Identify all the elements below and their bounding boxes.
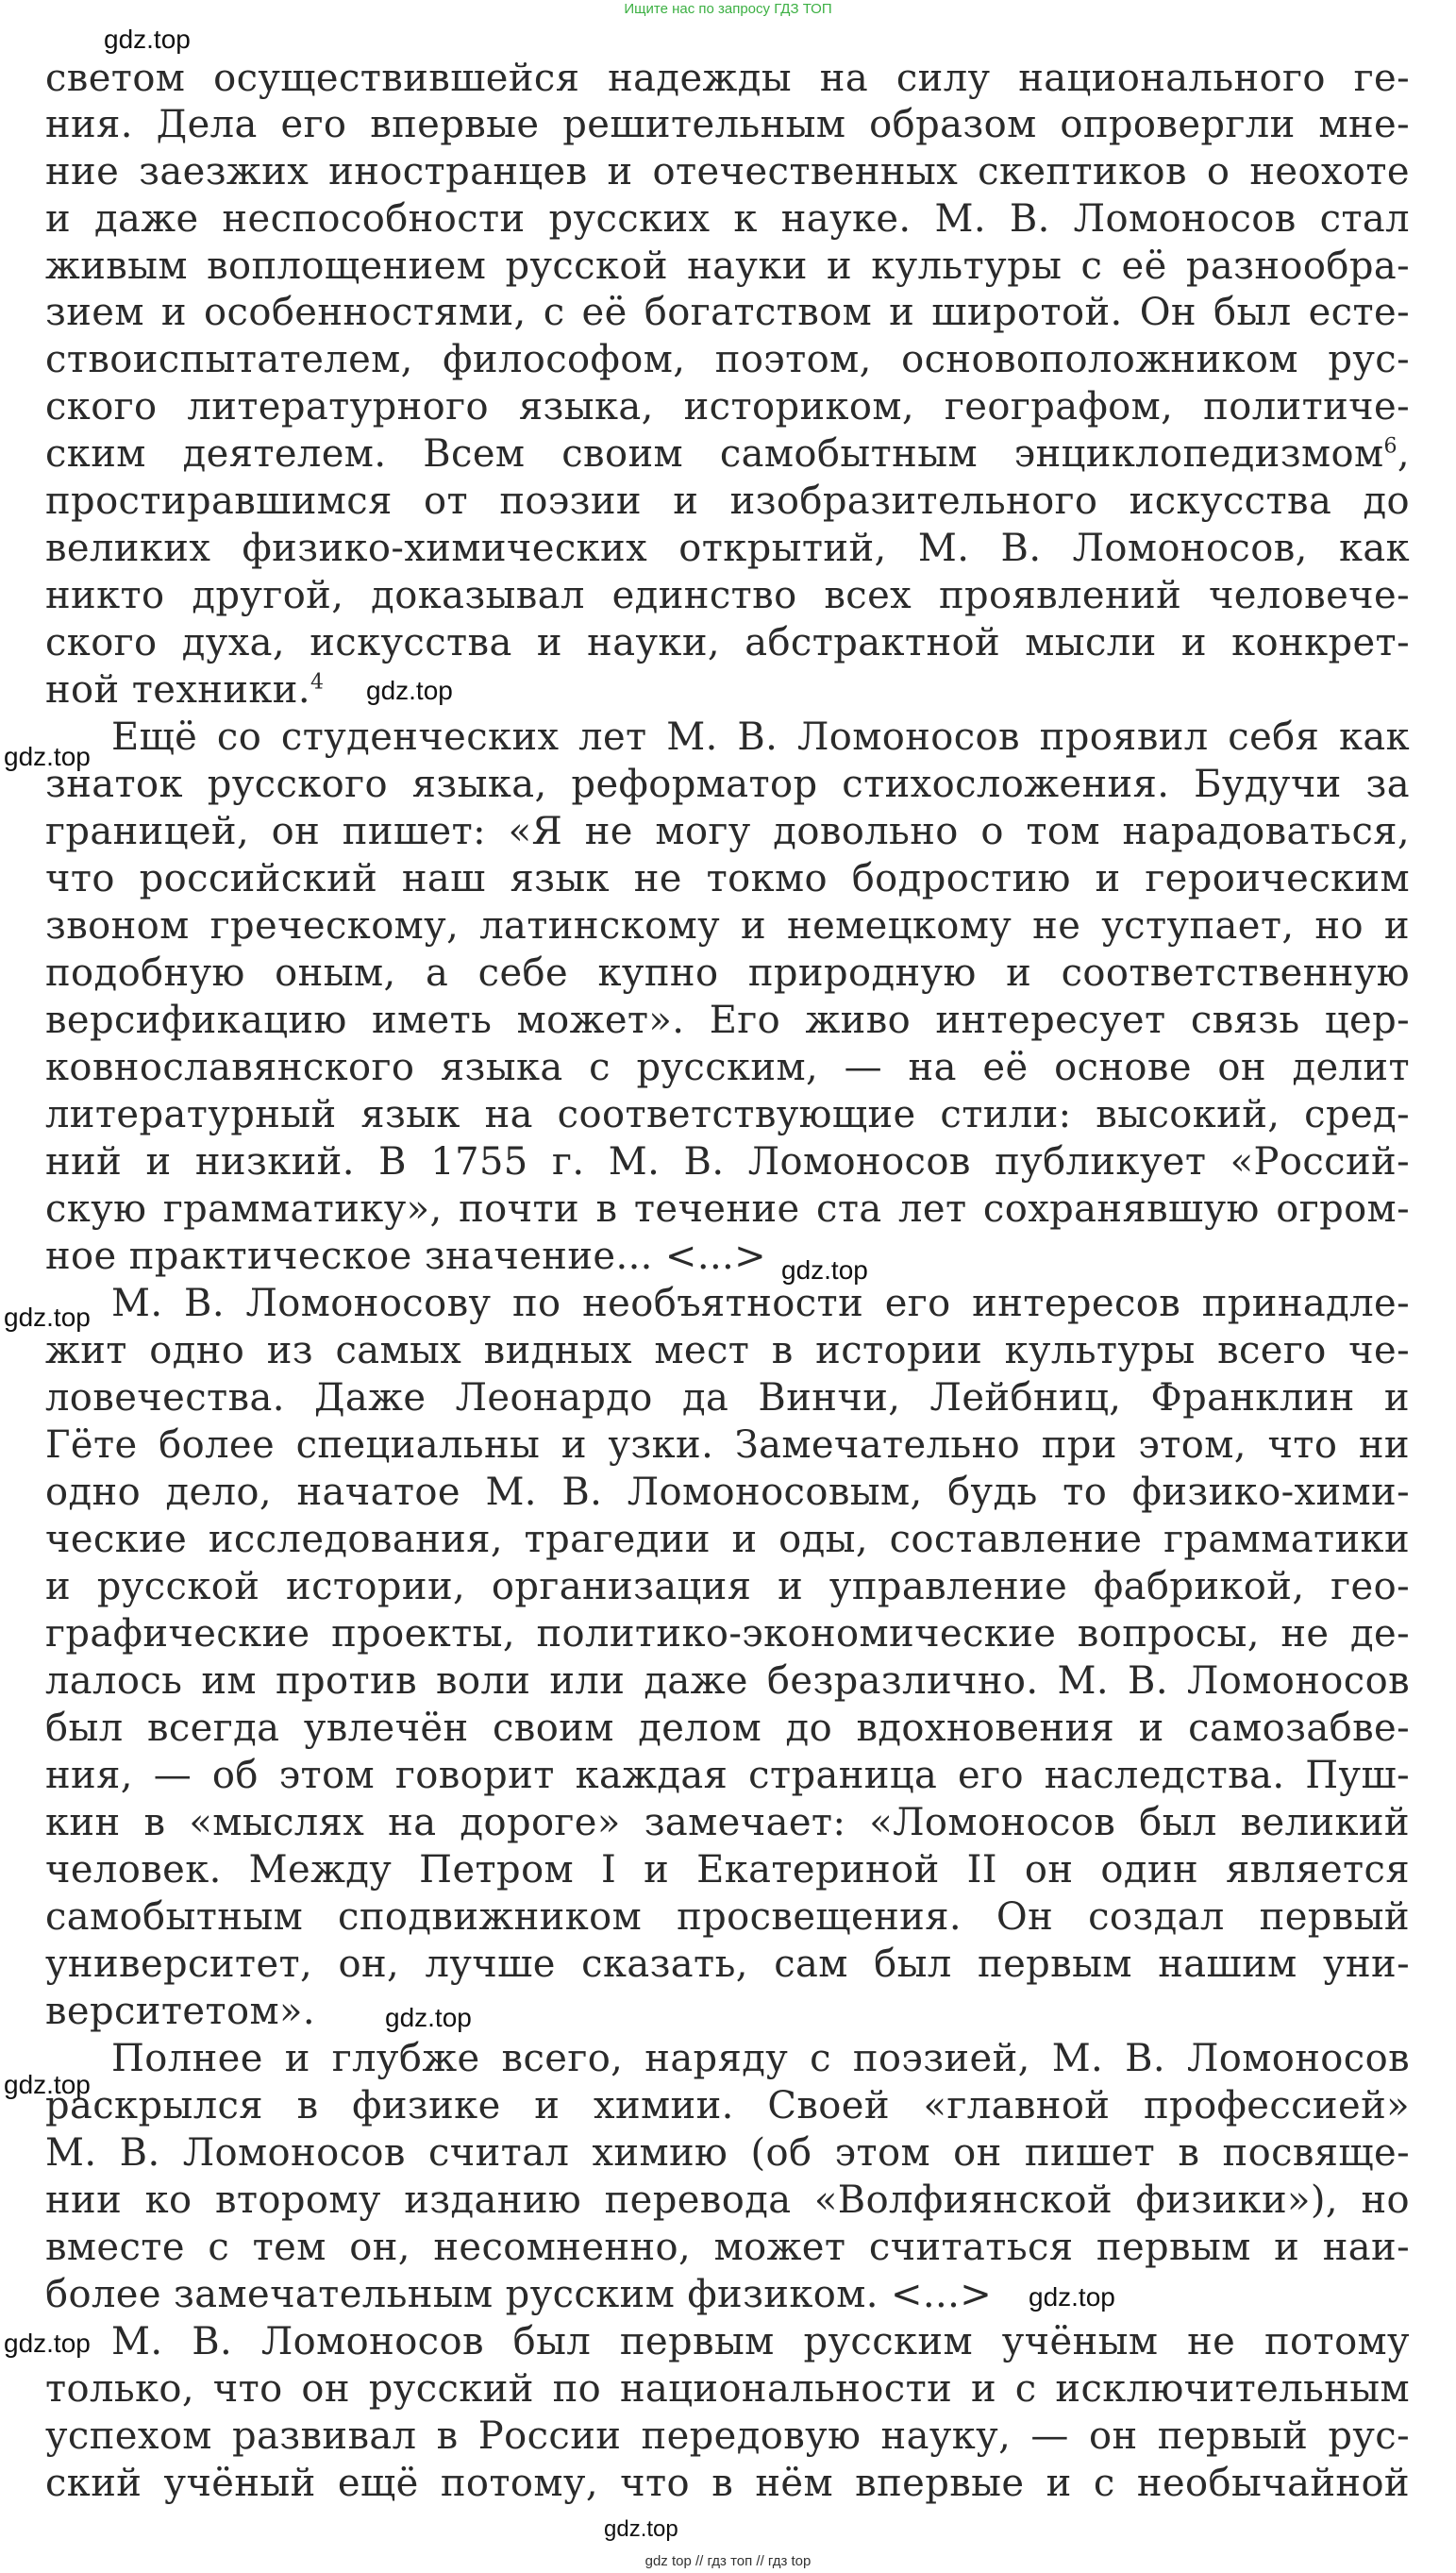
text-line: М. В. Ломоносов был первым русским учёным не потому — [111, 2320, 1410, 2363]
text-line: университет, он, лучше сказать, сам был первым нашим уни- — [45, 1942, 1410, 1986]
text-line: верситетом». — [45, 1990, 315, 2033]
text-line: вместе с тем он, несомненно, может считаться первым и наи- — [45, 2226, 1410, 2269]
text-line: М. В. Ломоносов считал химию (об этом он пишет в посвяще- — [45, 2131, 1410, 2175]
text-line: и даже неспособности русских к науке. М. В. Ломоносов стал — [45, 197, 1410, 241]
text-line: ное практическое значение... <...> — [45, 1235, 767, 1278]
text-line: одно дело, начатое М. В. Ломоносовым, будь то физико-хими- — [45, 1471, 1410, 1514]
text-line: М. В. Ломоносову по необъятности его интересов принадле- — [111, 1282, 1410, 1325]
watermark-4: gdz.top — [781, 1255, 868, 1285]
text-line: ковнославянского языка с русским, — на её основе он делит — [45, 1046, 1410, 1089]
text-line: подобную оным, а себе купно природную и соответственную — [45, 951, 1410, 995]
watermark-3: gdz.top — [4, 742, 91, 771]
text-line: лалось им против воли или даже безразлично. М. В. Ломоносов — [45, 1659, 1410, 1703]
text-line: самобытным сподвижником просвещения. Он создал первый — [45, 1895, 1410, 1939]
watermark-1: gdz.top — [104, 25, 191, 54]
text-line: кин в «мыслях на дороге» замечает: «Ломоносов был великий — [45, 1801, 1410, 1844]
text-line: что российский наш язык не токмо бодростию и героическим — [45, 857, 1410, 900]
text-line: версификацию иметь может». Его живо интересует связь цер- — [45, 999, 1410, 1042]
text-line: жит одно из самых видных мест в истории культуры всего че- — [45, 1329, 1410, 1372]
text-line: ловечества. Даже Леонардо да Винчи, Лейбниц, Франклин и — [45, 1376, 1410, 1420]
text-line: никто другой, доказывал единство всех проявлений человече- — [45, 574, 1410, 617]
footnote-6: 6 — [1383, 434, 1397, 459]
text-line: ческие исследования, трагедии и оды, составление грамматики — [45, 1518, 1410, 1561]
text-line: успехом развивал в России передовую науку, — он первый рус- — [45, 2414, 1410, 2458]
text-line: ский учёный ещё потому, что в нём впервые и с необычайной — [45, 2462, 1410, 2505]
watermark-5: gdz.top — [4, 1303, 91, 1332]
text-line: ского духа, искусства и науки, абстрактной мысли и конкрет- — [45, 621, 1410, 664]
text-line: Ещё со студенческих лет М. В. Ломоносов проявил себя как — [111, 715, 1410, 759]
text-line: ние заезжих иностранцев и отечественных скептиков о неохоте — [45, 150, 1410, 193]
text-line: звоном греческому, латинскому и немецкому не уступает, но и — [45, 904, 1410, 948]
bottom-bar[interactable]: gdz top // гдз топ // гдз top — [644, 2553, 812, 2569]
text-line: границей, он пишет: «Я не могу довольно о том нарадоваться, — [45, 810, 1410, 853]
text-line: ной техники.$^4$ — [45, 668, 325, 712]
text-line: Полнее и глубже всего, наряду с поэзией, М. В. Ломоносов — [111, 2037, 1410, 2080]
text-line: простиравшимся от поэзии и изобразительного искусства до — [45, 479, 1410, 523]
text-line: живым воплощением русской науки и культуры с её разнообра- — [45, 244, 1410, 288]
text-line: ствоиспытателем, философом, поэтом, основоположником рус- — [45, 338, 1410, 381]
text-line: был всегда увлечён своим делом до вдохновения и самозабве- — [45, 1707, 1410, 1750]
text-line: только, что он русский по национальности и с исключительным — [45, 2367, 1410, 2411]
text-line: ского литературного языка, историком, географом, политиче- — [45, 385, 1410, 429]
text-line: Гёте более специальны и узки. Замечательно при этом, что ни — [45, 1423, 1410, 1467]
text-line: раскрылся в физике и химии. Своей «главной профессией» — [45, 2084, 1410, 2127]
text-line: графические проекты, политико-экономические вопросы, не де- — [45, 1612, 1410, 1656]
watermark-8: gdz.top — [1029, 2282, 1115, 2312]
text-line: литературный язык на соответствующие стили: высокий, сред- — [45, 1093, 1410, 1136]
text-line: скую грамматику», почти в течение ста лет сохранявшую огром- — [45, 1187, 1410, 1231]
text-line: зием и особенностями, с её богатством и широтой. Он был есте- — [45, 291, 1410, 334]
text-line: и русской истории, организация и управление фабрикой, гео- — [45, 1565, 1410, 1608]
text-line: великих физико-химических открытий, М. В. Ломоносов, как — [45, 527, 1410, 570]
top-banner[interactable]: Ищите нас по запросу ГДЗ ТОП — [624, 1, 832, 17]
text-line: ния, — об этом говорит каждая страница его наследства. Пуш- — [45, 1754, 1410, 1797]
text-line: ния. Дела его впервые решительным образом опровергли мне- — [45, 103, 1410, 146]
watermark-10: gdz.top — [604, 2516, 678, 2542]
watermark-2: gdz.top — [366, 676, 453, 705]
text-line: ний и низкий. В 1755 г. М. В. Ломоносов публикует «Россий- — [45, 1140, 1410, 1184]
text-line: ским деятелем. Всем своим самобытным энциклопедизмом$^6$, — [45, 432, 1410, 476]
text-line: светом осуществившейся надежды на силу национального ге- — [45, 57, 1410, 100]
text-line: более замечательным русским физиком. <...> — [45, 2273, 993, 2316]
footnote-4: 4 — [310, 670, 325, 695]
text-line: знаток русского языка, реформатор стихосложения. Будучи за — [45, 763, 1410, 806]
watermark-9: gdz.top — [4, 2329, 91, 2358]
watermark-7: gdz.top — [4, 2070, 91, 2099]
text-line: человек. Между Петром I и Екатериной II он один является — [45, 1848, 1410, 1892]
watermark-6: gdz.top — [385, 2003, 472, 2032]
text-line: нии ко второму изданию перевода «Волфиянской физики»), но — [45, 2178, 1410, 2222]
